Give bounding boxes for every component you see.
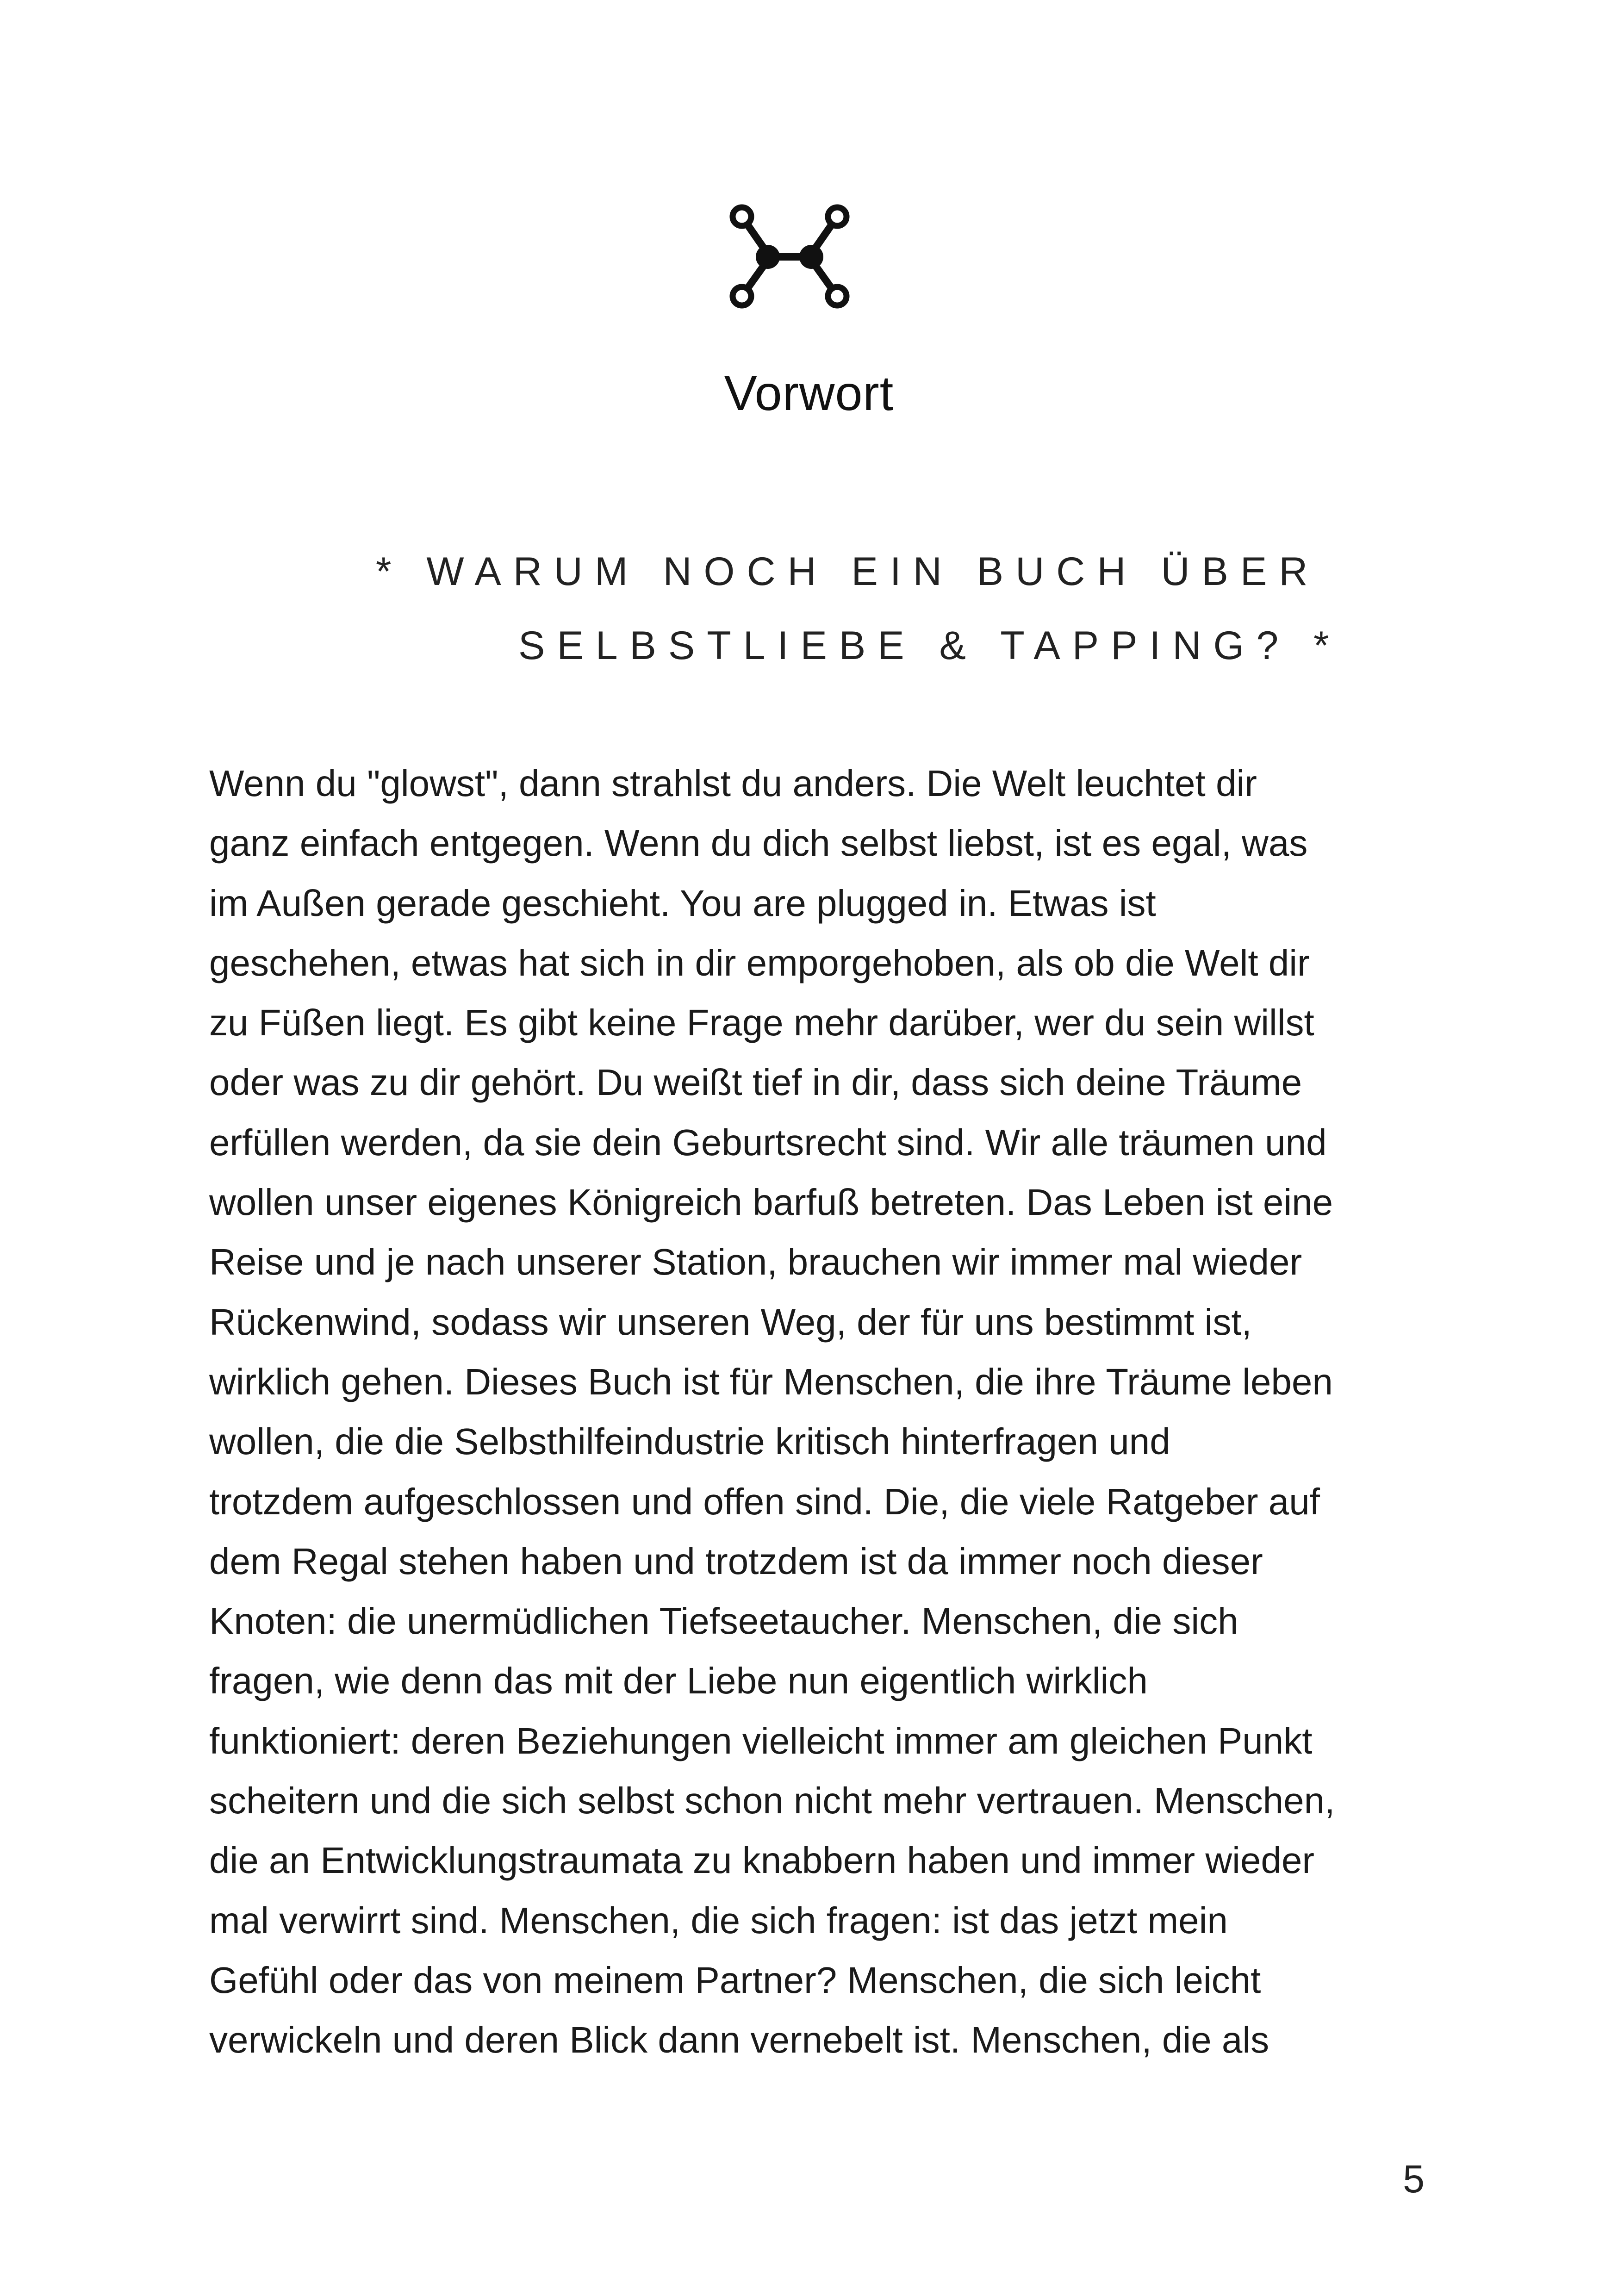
- body-line: oder was zu dir gehört. Du weißt tief in dir, dass sich deine Träume: [209, 1062, 1302, 1103]
- body-line: funktioniert: deren Beziehungen vielleicht immer am gleichen Punkt: [209, 1720, 1313, 1761]
- molecule-ornament-icon: [728, 204, 851, 310]
- body-line: Gefühl oder das von meinem Partner? Menschen, die sich leicht: [209, 1959, 1261, 2001]
- body-line: die an Entwicklungstraumata zu knabbern haben und immer wieder: [209, 1840, 1315, 1881]
- chapter-title: Vorwort: [724, 366, 894, 421]
- body-line: trotzdem aufgeschlossen und offen sind. Die, die viele Ratgeber auf: [209, 1481, 1320, 1522]
- body-line: mal verwirrt sind. Menschen, die sich fragen: ist das jetzt mein: [209, 1899, 1228, 1941]
- body-line: im Außen gerade geschieht. You are plugged in. Etwas ist: [209, 882, 1156, 924]
- body-line: Rückenwind, sodass wir unseren Weg, der für uns bestimmt ist,: [209, 1301, 1252, 1343]
- body-line: ganz einfach entgegen. Wenn du dich selbst liebst, ist es egal, was: [209, 822, 1308, 864]
- subtitle-line: SELBSTLIEBE & TAPPING? *: [518, 623, 1341, 668]
- body-line: wirklich gehen. Dieses Buch ist für Menschen, die ihre Träume leben: [209, 1361, 1333, 1402]
- body-line: scheitern und die sich selbst schon nicht mehr vertrauen. Menschen,: [209, 1780, 1335, 1822]
- body-line: fragen, wie denn das mit der Liebe nun eigentlich wirklich: [209, 1660, 1148, 1702]
- body-line: wollen unser eigenes Königreich barfuß betreten. Das Leben ist eine: [209, 1182, 1333, 1223]
- body-line: erfüllen werden, da sie dein Geburtsrecht sind. Wir alle träumen und: [209, 1121, 1327, 1163]
- body-line: Reise und je nach unserer Station, brauchen wir immer mal wieder: [209, 1241, 1302, 1283]
- body-line: Knoten: die unermüdlichen Tiefseetaucher. Menschen, die sich: [209, 1600, 1238, 1642]
- body-line: zu Füßen liegt. Es gibt keine Frage mehr darüber, wer du sein willst: [209, 1002, 1314, 1044]
- body-line: verwickeln und deren Blick dann vernebelt ist. Menschen, die als: [209, 2019, 1270, 2061]
- body-line: dem Regal stehen haben und trotzdem ist da immer noch dieser: [209, 1540, 1263, 1582]
- body-line: Wenn du "glowst", dann strahlst du anders. Die Welt leuchtet dir: [209, 763, 1257, 804]
- subtitle-line: * WARUM NOCH EIN BUCH ÜBER: [376, 549, 1320, 594]
- body-text: [209, 753, 1431, 2070]
- page-number: 5: [1403, 2157, 1425, 2201]
- body-line: geschehen, etwas hat sich in dir emporgehoben, als ob die Welt dir: [209, 942, 1310, 983]
- body-line: wollen, die die Selbsthilfeindustrie kritisch hinterfragen und: [209, 1421, 1170, 1462]
